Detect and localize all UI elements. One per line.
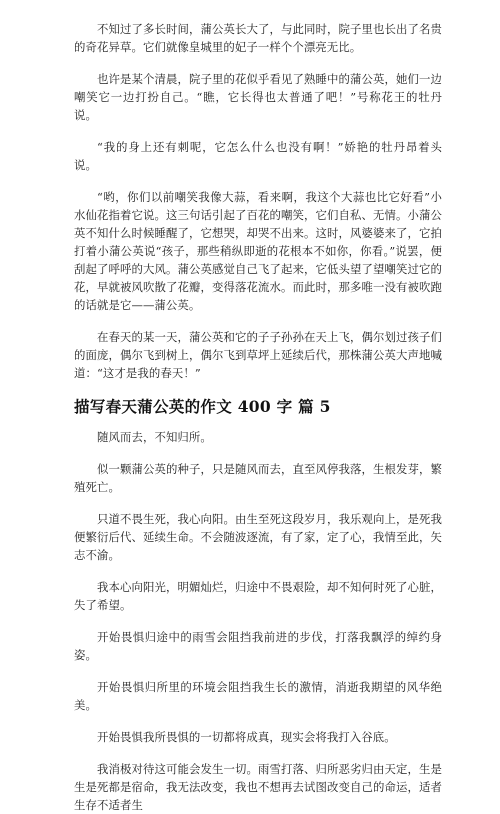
paragraph: 我本心向阳光，明媚灿烂，归途中不畏艰险，却不知何时死了心脏，失了希望。 bbox=[74, 580, 442, 612]
paragraph: 在春天的某一天，蒲公英和它的子子孙孙在天上飞，偶尔划过孩子们的面庞，偶尔飞到树上，偶尔飞到草坪上延续后代，那株蒲公英大声地喊道：“这才是我的春天！” bbox=[74, 330, 442, 380]
paragraph: “哟，你们以前嘲笑我像大蒜，看来啊，我这个大蒜也比它好看”小水仙花指着它说。这三句话引起了百花的嘲笑，它们自私、无情。小蒲公英不知什么时候睡醒了，它想哭，却哭不出来。这时，风婆婆来了，它拍打着小蒲公英说“孩子，那些稍纵即逝的花根本不如你，你看。”说罢，便刮起了呼呼的大风。蒲公英感觉自己飞了起来，它低头望了望嘲笑过它的花，早就被风吹散了花瓣，变得落花流水。而此时，那多唯一没有被吹跑的话就是它——蒲公英。 bbox=[74, 190, 442, 312]
paragraph: 开始畏惧归所里的环境会阻挡我生长的激情，消逝我期望的风华绝美。 bbox=[74, 680, 442, 712]
paragraph: 只道不畏生死，我心向阳。由生至死这段岁月，我乐观向上，是死我便繁衍后代、延续生命。不会随波逐流，有了家，定了心，我情至此，矢志不渝。 bbox=[74, 512, 442, 562]
paragraph: 似一颗蒲公英的种子，只是随风而去，直至风停我落，生根发芽，繁殖死亡。 bbox=[74, 462, 442, 494]
paragraph: 开始畏惧我所畏惧的一切都将成真，现实会将我打入谷底。 bbox=[97, 730, 396, 744]
paragraph: 也许是某个清晨，院子里的花似乎看见了熟睡中的蒲公英，她们一边嘲笑它一边打扮自己。“瞧，它长得也太普通了吧！”号称花王的牡丹说。 bbox=[74, 72, 442, 122]
paragraph: 开始畏惧归途中的雨雪会阻挡我前进的步伐，打落我飘浮的绰约身姿。 bbox=[74, 630, 442, 662]
paragraph: 我消极对待这可能会发生一切。雨雪打落、归所恶劣归由天定，生是生是死都是宿命，我无法改变，我也不想再去试图改变自己的命运，适者生存不适者生 bbox=[74, 762, 442, 812]
paragraph: 不知过了多长时间，蒲公英长大了，与此同时，院子里也长出了名贵的奇花异草。它们就像皇城里的妃子一样个个漂亮无比。 bbox=[74, 22, 442, 54]
paragraph: “我的身上还有刺呢，它怎么什么也没有啊！”娇艳的牡丹昂着头说。 bbox=[74, 140, 442, 172]
section-heading: 描写春天蒲公英的作文 400 字 篇 5 bbox=[74, 397, 331, 416]
paragraph: 随风而去，不知归所。 bbox=[97, 430, 212, 444]
